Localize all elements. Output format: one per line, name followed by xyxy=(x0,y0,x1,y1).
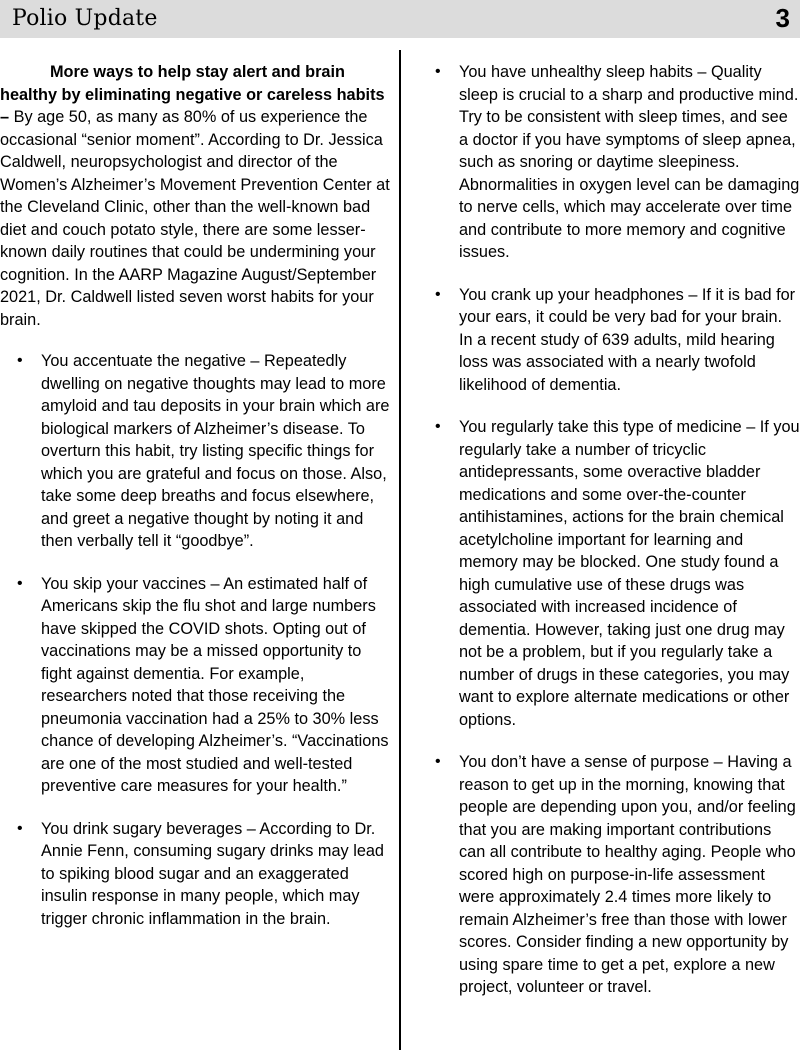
intro-paragraph xyxy=(0,61,390,331)
list-item-text: You have unhealthy sleep habits – Quality sleep is crucial to a sharp and productive mind. Try to be consistent with sleep times, and see a doctor if you have symptoms of sleep apnea, such as snoring or daytime sleepiness. Abnormalities in oxygen level can be damaging to nerve cells, which may accelerate over time and contribute to more memory and cognitive issues. xyxy=(459,63,800,261)
list-item-text: You crank up your headphones – If it is bad for your ears, it could be very bad for your brain. In a recent study of 639 adults, mild hearing loss was associated with a nearly twofold likelihood of dementia. xyxy=(459,285,796,394)
list-item xyxy=(0,350,390,553)
bullet-icon: • xyxy=(435,418,441,435)
list-item-text: You regularly take this type of medicine – If you regularly take a number of tricyclic antidepressants, some overactive bladder medications and some over-the-counter antihistamines, actions for the brain chemical acetylcholine important for learning and memory may be blocked. One study found a high cumulative use of these drugs was associated with increased incidence of dementia. However, taking just one drug may not be a problem, but if you regularly take a number of drugs in these categories, you may want to explore alternate medications or other options. xyxy=(459,418,800,729)
list-item xyxy=(0,573,390,798)
list-item xyxy=(0,818,390,931)
list-item xyxy=(418,751,800,999)
list-item xyxy=(418,61,800,264)
list-item-text: You skip your vaccines – An estimated half of Americans skip the flu shot and large numbers have skipped the COVID shots. Opting out of vaccinations may be a missed opportunity to fight against dementia. For example, researchers noted that those receiving the pneumonia vaccination had a 25% to 30% less chance of developing Alzheimer’s. “Vaccinations are one of the most studied and well-tested preventive care measures for your health.” xyxy=(41,574,389,795)
list-item-text: You don’t have a sense of purpose – Having a reason to get up in the morning, knowing that people are depending upon you, and/or feeling that you are making important contributions can all contribute to healthy aging. People who scored high on purpose-in-life assessment were approximately 2.4 times more likely to remain Alzheimer’s free than those with lower scores. Consider finding a new opportunity by using spare time to get a pet, explore a new project, volunteer or travel. xyxy=(459,753,796,996)
bullet-icon: • xyxy=(17,574,23,592)
article-lead: More ways to help stay alert and brain healthy by eliminating negative or careless habits – xyxy=(0,63,385,126)
bullet-icon: • xyxy=(17,352,23,369)
right-bullet-list xyxy=(418,61,800,999)
newsletter-title: Polio Update xyxy=(12,6,158,31)
page-number: 3 xyxy=(775,3,790,33)
list-item xyxy=(418,416,800,731)
list-item xyxy=(418,284,800,397)
right-column xyxy=(418,61,800,1019)
bullet-icon: • xyxy=(17,819,23,837)
list-item-text: You accentuate the negative – Repeatedly dwelling on negative thoughts may lead to more amyloid and tau deposits in your brain which are biological markers of Alzheimer’s disease. To overturn this habit, try listing specific things for which you are grateful and focus on those. Also, take some deep breaths and focus elsewhere, and greet a negative thought by noting it and then verbally tell it “goodbye”. xyxy=(41,352,390,550)
bullet-icon: • xyxy=(435,753,441,770)
left-bullet-list xyxy=(0,350,390,930)
intro-body: By age 50, as many as 80% of us experience the occasional “senior moment”. According to Dr. Jessica Caldwell, neuropsychologist and director of the Women’s Alzheimer’s Movement Prevention Center at the Cleveland Clinic, other than the well-known bad diet and couch potato style, there are some lesser-known daily routines that could be undermining your cognition. In the AARP Magazine August/September 2021, Dr. Caldwell listed seven worst habits for your brain. xyxy=(0,108,390,329)
column-divider xyxy=(399,50,401,1050)
left-column xyxy=(0,61,390,950)
bullet-icon: • xyxy=(435,63,441,80)
list-item-text: You drink sugary beverages – According to Dr. Annie Fenn, consuming sugary drinks may lead to spiking blood sugar and an exaggerated insulin response in many people, which may trigger chronic inflammation in the brain. xyxy=(41,819,384,928)
bullet-icon: • xyxy=(435,285,441,303)
page-header xyxy=(0,0,800,38)
